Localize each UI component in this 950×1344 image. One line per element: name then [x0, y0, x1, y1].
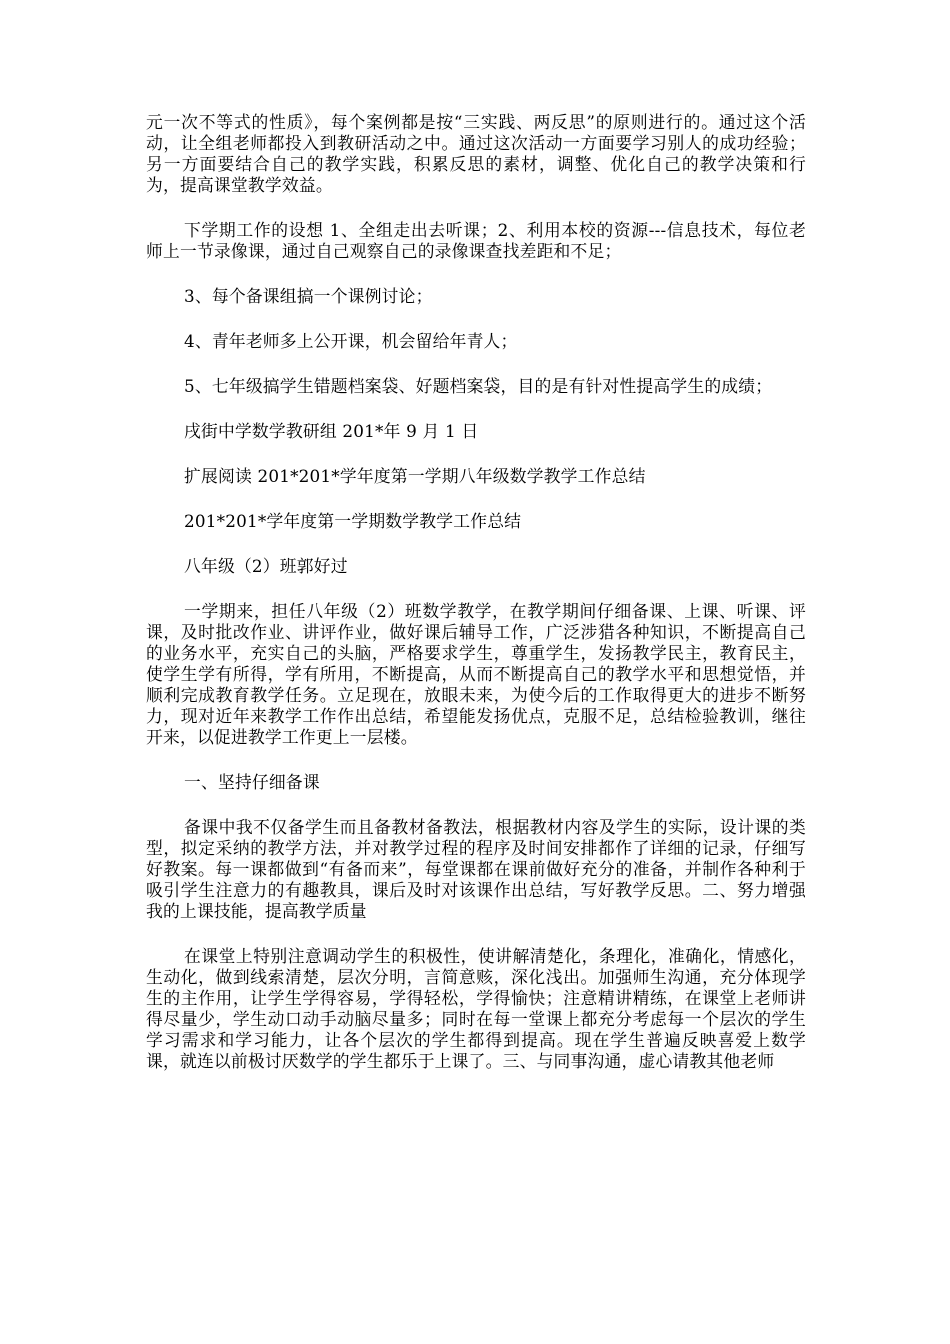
paragraph-semester-overview: 一学期来，担任八年级（2）班数学教学，在教学期间仔细备课、上课、听课、评课，及时批改作业、讲评作业，做好课后辅导工作，广泛涉猎各种知识，不断提高自己的业务水平，充实自己的头脑，严格要求学生，尊重学生，发扬教学民主，教育民主，使学生学有所得，学有所用，不断提高，从而不断提高自己的教学水平和思想觉悟，并顺利完成教育教学任务。立足现在，放眼未来，为使今后的工作取得更大的进步不断努力，现对近年来教学工作作出总结，希望能发扬优点，克服不足，总结检验教训，继往开来，以促进教学工作更上一层楼。: [146, 601, 806, 747]
extended-reading-heading: 扩展阅读 201*201*学年度第一学期八年级数学教学工作总结: [184, 466, 646, 486]
document-page: [146, 112, 806, 1072]
paragraph-plan-item-3: 3、每个备课组搞一个课例讨论；: [184, 286, 433, 306]
paragraph-classroom-teaching: 在课堂上特别注意调动学生的积极性，使讲解清楚化，条理化，准确化，情感化，生动化，做到线索清楚，层次分明，言简意赅，深化浅出。加强师生沟通，充分体现学生的主作用，让学生学得容易，学得轻松，学得愉快；注意精讲精练，在课堂上老师讲得尽量少，学生动口动手动脑尽量多；同时在每一堂课上都充分考虑每一个层次的学生学习需求和学习能力，让各个层次的学生都得到提高。现在学生普遍反映喜爱上数学课，就连以前极讨厌数学的学生都乐于上课了。三、与同事沟通，虚心请教其他老师: [146, 946, 806, 1071]
signature-line: 戌街中学数学教研组 201*年 9 月 1 日: [184, 421, 479, 441]
summary-title: 201*201*学年度第一学期数学教学工作总结: [184, 511, 522, 531]
paragraph-next-term-plan: 下学期工作的设想 1、全组走出去听课；2、利用本校的资源---信息技术，每位老师上一节录像课，通过自己观察自己的录像课查找差距和不足；: [146, 220, 806, 261]
paragraph-case-summary: 元一次不等式的性质》，每个案例都是按“三实践、两反思”的原则进行的。通过这个活动，让全组老师都投入到教研活动之中。通过这次活动一方面要学习别人的成功经验；另一方面要结合自己的教学实践，积累反思的素材，调整、优化自己的教学决策和行为，提高课堂教学效益。: [146, 112, 806, 195]
author-line: 八年级（2）班郭好过: [184, 556, 348, 576]
paragraph-plan-item-4: 4、青年老师多上公开课，机会留给年青人；: [184, 331, 518, 351]
paragraph-lesson-prep: 备课中我不仅备学生而且备教材备教法，根据教材内容及学生的实际，设计课的类型，拟定采纳的教学方法，并对教学过程的程序及时间安排都作了详细的记录，仔细写好教案。每一课都做到“有备而来”，每堂课都在课前做好充分的准备，并制作各种利于吸引学生注意力的有趣教具，课后及时对该课作出总结，写好教学反思。二、努力增强我的上课技能，提高教学质量: [146, 817, 806, 921]
paragraph-plan-item-5: 5、七年级搞学生错题档案袋、好题档案袋，目的是有针对性提高学生的成绩；: [184, 376, 773, 396]
section-heading-lesson-prep: 一、坚持仔细备课: [184, 772, 320, 792]
